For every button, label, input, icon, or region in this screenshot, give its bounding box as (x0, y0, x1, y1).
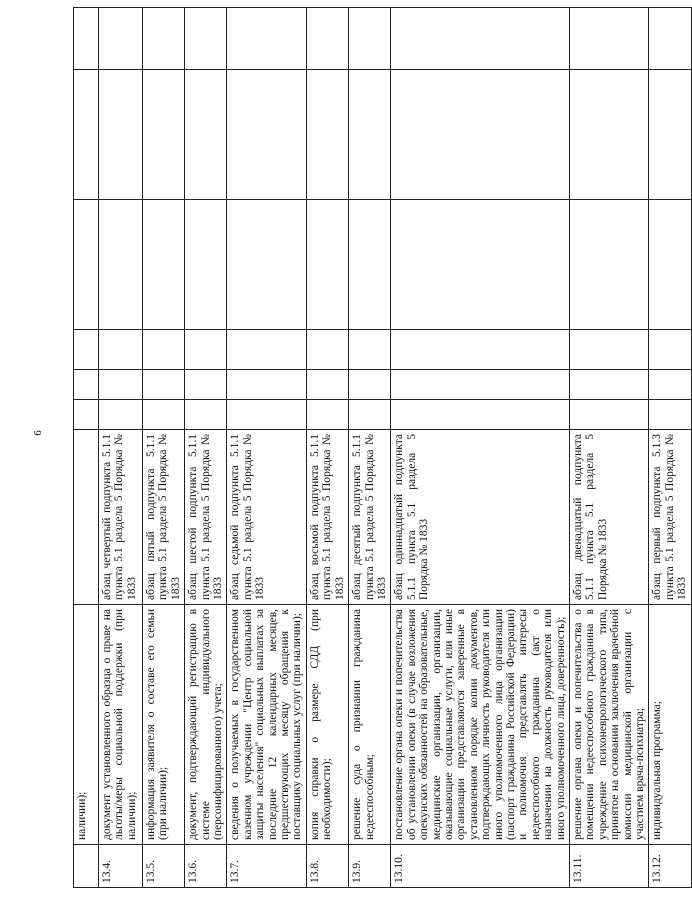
empty-cell (391, 200, 570, 330)
document-description: постановление органа опеки и попечительства об установлении опеки (в случае возложения опекунских обязанностей на образовательные, медицинские организации, организации, оказывающие социальные услуги, или иные организации представляются заверенные в установленном порядке копии документов, подтверждающих личность руководителя или иного уполномоченного лица организации (паспорт гражданина Российской Федерации) и полномочия представлять интересы недееспособного гражданина (акт о назначении на должность руководителя или иного уполномоченного лица, доверенность); (391, 605, 570, 845)
rotated-table-container (73, 8, 689, 888)
empty-cell (143, 370, 185, 400)
empty-cell (570, 370, 649, 400)
empty-cell (227, 8, 306, 70)
table-row (306, 8, 348, 888)
empty-cell (349, 8, 391, 70)
regulation-reference: абзац двенадцатый подпункта 5.1.1 пункта 5.1 раздела 5 Порядка № 1833 (570, 430, 649, 605)
empty-cell (99, 200, 143, 330)
row-number: 13.4. (99, 845, 143, 888)
empty-cell (227, 400, 306, 430)
empty-cell (227, 200, 306, 330)
empty-cell (649, 8, 691, 70)
empty-cell (649, 200, 691, 330)
regulation-reference: абзац десятый подпункта 5.1.1 пункта 5.1 раздела 5 Порядка № 1833 (349, 430, 391, 605)
document-description: документ установленного образца о праве на льготы/меры социальной поддержки (при наличии); (99, 605, 143, 845)
empty-cell (185, 8, 227, 70)
row-number: 13.7. (227, 845, 306, 888)
document-description: копия справки о размере СДД (при необходимости); (306, 605, 348, 845)
regulation-reference: абзац первый подпункта 5.1.3 пункта 5.1 раздела 5 Порядка № 1833 (649, 430, 691, 605)
empty-cell (306, 8, 348, 70)
table-row-continuation (74, 8, 99, 888)
table-row (143, 8, 185, 888)
empty-cell (185, 400, 227, 430)
empty-cell (306, 400, 348, 430)
empty-cell (570, 330, 649, 370)
empty-cell (391, 400, 570, 430)
table-row (349, 8, 391, 888)
table-row (391, 8, 570, 888)
empty-cell (649, 370, 691, 400)
empty-cell (649, 70, 691, 200)
empty-cell (143, 200, 185, 330)
empty-cell (227, 370, 306, 400)
empty-cell (391, 330, 570, 370)
empty-cell (570, 8, 649, 70)
empty-cell (391, 70, 570, 200)
empty-cell (349, 70, 391, 200)
empty-cell (391, 370, 570, 400)
empty-cell (143, 8, 185, 70)
empty-cell (349, 330, 391, 370)
empty-cell (227, 330, 306, 370)
empty-cell (99, 70, 143, 200)
regulation-reference: абзац шестой подпункта 5.1.1 пункта 5.1 раздела 5 Порядка № 1833 (185, 430, 227, 605)
table-row (570, 8, 649, 888)
empty-cell (185, 370, 227, 400)
empty-cell (99, 8, 143, 70)
empty-cell (143, 330, 185, 370)
table-row (99, 8, 143, 888)
row-number: 13.9. (349, 845, 391, 888)
row-number: 13.10. (391, 845, 570, 888)
regulation-reference: абзац седьмой подпункта 5.1.1 пункта 5.1 раздела 5 Порядка № 1833 (227, 430, 306, 605)
empty-cell (649, 330, 691, 370)
table-row (649, 8, 691, 888)
document-description: информация заявителя о составе его семьи (при наличии); (143, 605, 185, 845)
empty-cell (185, 200, 227, 330)
empty-cell (391, 8, 570, 70)
row-number: 13.11. (570, 845, 649, 888)
row-number: 13.5. (143, 845, 185, 888)
empty-cell (185, 330, 227, 370)
row-number: 13.8. (306, 845, 348, 888)
empty-cell (227, 70, 306, 200)
regulation-reference: абзац пятый подпункта 5.1.1 пункта 5.1 раздела 5 Порядка № 1833 (143, 430, 185, 605)
document-description: решение суда о признании гражданина недееспособным; (349, 605, 391, 845)
row-number: 13.12. (649, 845, 691, 888)
empty-cell (143, 400, 185, 430)
empty-cell (570, 400, 649, 430)
empty-cell (306, 70, 348, 200)
empty-cell (349, 400, 391, 430)
empty-cell (306, 370, 348, 400)
empty-cell (99, 400, 143, 430)
empty-cell (185, 70, 227, 200)
empty-cell (570, 200, 649, 330)
empty-cell (349, 370, 391, 400)
empty-cell (306, 330, 348, 370)
empty-cell (649, 400, 691, 430)
empty-cell (570, 70, 649, 200)
document-description: решение органа опеки и попечительства о помещении недееспособного гражданина в учреждение психоневрологического типа, принятое на основании заключения врачебной комиссии медицинской организации с участием врача-психиатра; (570, 605, 649, 845)
document-description: сведения о получаемых в государственном казенном учреждении "Центр социальной защиты населения" социальных выплатах за последние 12 календарных месяцев, предшествующих месяцу обращения к поставщику социальных услуг (при наличии); (227, 605, 306, 845)
empty-cell (306, 200, 348, 330)
regulation-reference: абзац восьмой подпункта 5.1.1 пункта 5.1 раздела 5 Порядка № 1833 (306, 430, 348, 605)
document-description: индивидуальная программа; (649, 605, 691, 845)
empty-cell (143, 70, 185, 200)
continuation-text: наличии); (74, 605, 99, 845)
row-number: 13.6. (185, 845, 227, 888)
empty-cell (349, 200, 391, 330)
document-table (73, 7, 692, 888)
page-number: 6 (32, 430, 44, 436)
document-description: документ, подтверждающий регистрацию в системе индивидуального (персонифицированного) учета; (185, 605, 227, 845)
regulation-reference: абзац четвертый подпункта 5.1.1 пункта 5.1 раздела 5 Порядка № 1833 (99, 430, 143, 605)
table-row (227, 8, 306, 888)
table-row (185, 8, 227, 888)
empty-cell (99, 370, 143, 400)
empty-cell (99, 330, 143, 370)
regulation-reference: абзац одиннадцатый подпункта 5.1.1 пункта 5.1 раздела 5 Порядка № 1833 (391, 430, 570, 605)
